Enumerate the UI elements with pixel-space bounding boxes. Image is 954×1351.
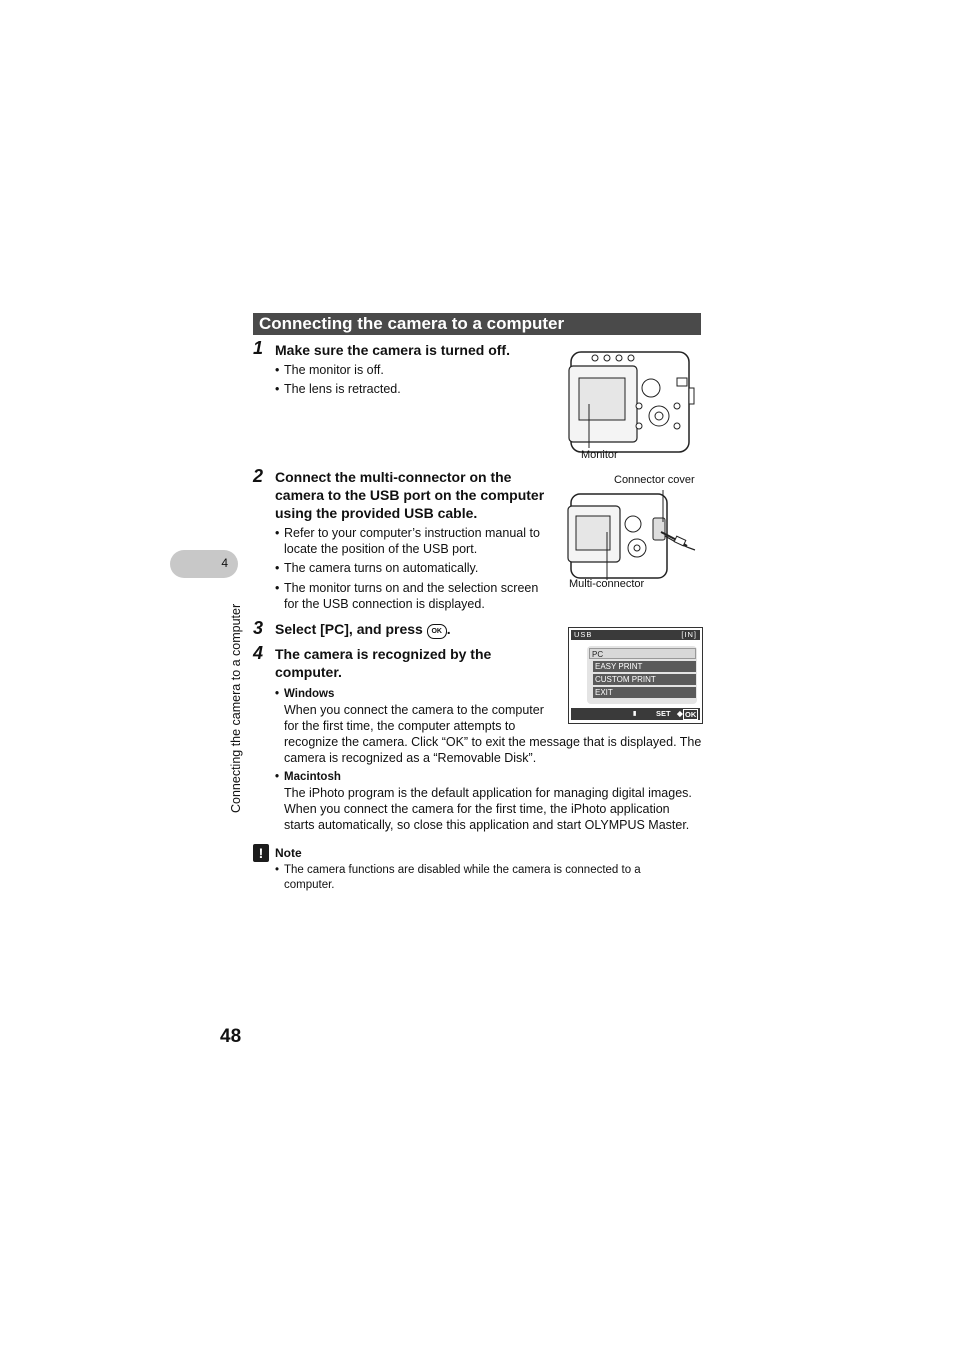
lcd-menu-item-pc[interactable]: PC xyxy=(589,648,696,659)
page-number: 48 xyxy=(220,1026,242,1047)
set-label: SET xyxy=(656,709,671,718)
step-3-number: 3 xyxy=(253,618,264,638)
step-1-bullet: • The monitor is off. xyxy=(275,363,384,377)
lcd-title: USB xyxy=(574,630,593,639)
note-icon: ! xyxy=(253,844,269,862)
step-2-title: Connect the multi-connector on the camera to the USB port on the computer using the provided USB cable. xyxy=(275,469,545,521)
macintosh-text: The iPhoto program is the default application for managing digital images. When you connect the camera for the first time, the iPhoto application starts automatically, so close this application and start OLYMPUS Master. xyxy=(284,786,692,832)
battery-icon: ▮ xyxy=(633,711,637,717)
chapter-number: 4 xyxy=(221,556,228,570)
camera-back-illustration xyxy=(565,348,697,460)
lcd-menu-item-custom-print[interactable]: CUSTOM PRINT xyxy=(593,674,696,685)
step-4-title: The camera is recognized by the computer. xyxy=(275,646,492,680)
monitor-label: Monitor xyxy=(581,449,618,461)
windows-heading: • Windows xyxy=(275,688,335,700)
note-text: • The camera functions are disabled while the camera is connected to a computer. xyxy=(275,864,641,891)
step-1-number: 1 xyxy=(253,338,264,358)
step-2-bullet: • The camera turns on automatically. xyxy=(275,561,479,575)
windows-text: When you connect the camera to the computer for the first time, the computer attempts to recognize the camera. Click “OK” to exit the message that is displayed. The camera is recognized as a “Removable Disk”. xyxy=(284,703,702,765)
step-1-title: Make sure the camera is turned off. xyxy=(275,342,510,358)
step-4-number: 4 xyxy=(253,643,264,663)
arrow-icon: ◆ xyxy=(677,709,683,718)
multi-connector-label: Multi-connector xyxy=(569,578,645,590)
ok-button-icon: OK xyxy=(427,624,447,639)
chapter-vertical-title: Connecting the camera to a computer xyxy=(229,603,243,813)
step-2-bullet: • Refer to your computer’s instruction manual to locate the position of the USB port. xyxy=(275,526,540,556)
camera-usb-illustration xyxy=(565,488,701,580)
step-3-title: Select [PC], and press OK . xyxy=(275,621,451,637)
ok-label: OK xyxy=(685,710,697,719)
connector-cover-label: Connector cover xyxy=(614,474,695,486)
lcd-menu-item-easy-print[interactable]: EASY PRINT xyxy=(593,661,696,672)
macintosh-heading: • Macintosh xyxy=(275,771,341,783)
step-1-bullet: • The lens is retracted. xyxy=(275,382,401,396)
section-title: Connecting the camera to a computer xyxy=(259,314,565,333)
note-heading: Note xyxy=(275,846,302,860)
step-2-number: 2 xyxy=(253,466,264,486)
step-2-bullet: • The monitor turns on and the selection screen for the USB connection is displayed. xyxy=(275,581,539,611)
section-header xyxy=(253,313,701,335)
lcd-title-bar xyxy=(571,630,700,640)
lcd-menu-item-exit[interactable]: EXIT xyxy=(593,687,696,698)
memory-badge: [IN] xyxy=(681,630,697,639)
chapter-tab xyxy=(170,550,238,578)
